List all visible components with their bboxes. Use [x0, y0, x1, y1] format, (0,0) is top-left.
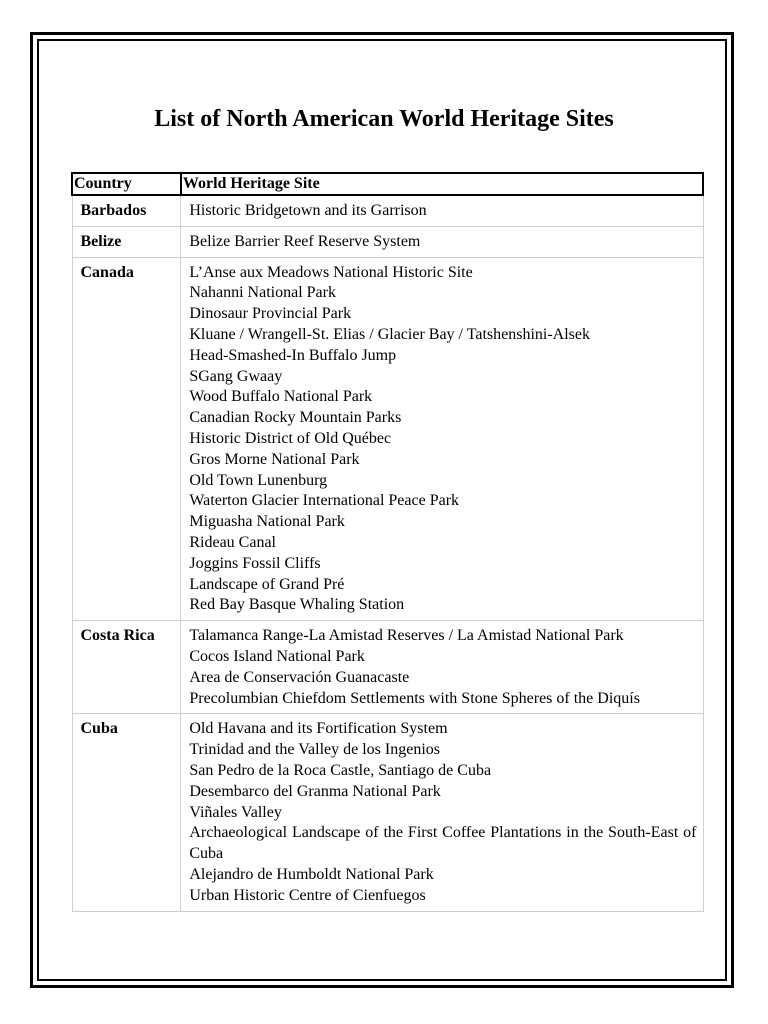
site-name: Head-Smashed-In Buffalo Jump	[189, 346, 397, 364]
site-name: Area de Conservación Guanacaste	[189, 668, 410, 686]
country-cell: Barbados	[72, 195, 181, 226]
site-name: Red Bay Basque Whaling Station	[189, 596, 405, 614]
site-name: Historic District of Old Québec	[189, 429, 392, 447]
site-name: Belize Barrier Reef Reserve System	[189, 232, 421, 250]
table-header-row	[72, 173, 703, 195]
column-header-country: Country	[72, 173, 181, 195]
site-name: Trinidad and the Valley de los Ingenios	[189, 741, 440, 759]
site-name: Old Havana and its Fortification System	[189, 720, 448, 738]
table-row	[72, 195, 703, 226]
site-name: Cocos Island National Park	[189, 647, 365, 665]
sites-cell	[181, 621, 703, 714]
site-name: Rideau Canal	[189, 533, 276, 551]
site-name: Miguasha National Park	[189, 513, 345, 531]
sites-cell	[181, 226, 703, 257]
country-cell: Cuba	[72, 714, 181, 911]
site-name: Kluane / Wrangell-St. Elias / Glacier Bay / Tatshenshini-Alsek	[189, 325, 591, 343]
sites-cell	[181, 714, 703, 911]
table-row	[72, 621, 703, 714]
site-name: Joggins Fossil Cliffs	[189, 554, 321, 572]
site-name: Urban Historic Centre of Cienfuegos	[189, 886, 426, 904]
site-name: Dinosaur Provincial Park	[189, 305, 352, 323]
site-name: Waterton Glacier International Peace Park	[189, 492, 460, 510]
site-name: San Pedro de la Roca Castle, Santiago de Cuba	[189, 761, 492, 779]
site-name: Precolumbian Chiefdom Settlements with Stone Spheres of the Diquís	[189, 689, 640, 707]
table-body	[72, 195, 703, 911]
site-name: Historic Bridgetown and its Garrison	[189, 202, 427, 219]
column-header-site: World Heritage Site	[181, 173, 703, 195]
site-name: Wood Buffalo National Park	[189, 388, 373, 406]
site-name: Old Town Lunenburg	[189, 471, 328, 489]
site-name: SGang Gwaay	[189, 367, 283, 385]
table-row	[72, 226, 703, 257]
country-cell: Belize	[72, 226, 181, 257]
site-name: Viñales Valley	[189, 803, 282, 821]
table-row	[72, 257, 703, 621]
site-name: Nahanni National Park	[189, 284, 336, 302]
site-name: Alejandro de Humboldt National Park	[189, 865, 434, 883]
site-name: Archaeological Landscape of the First Coffee Plantations in the South-East of Cuba	[189, 824, 697, 863]
heritage-sites-table	[71, 172, 704, 912]
country-cell: Canada	[72, 257, 181, 621]
sites-cell	[181, 195, 703, 226]
site-name: L’Anse aux Meadows National Historic Site	[189, 263, 473, 281]
site-name: Landscape of Grand Pré	[189, 575, 345, 593]
site-name: Gros Morne National Park	[189, 450, 360, 468]
site-name: Desembarco del Granma National Park	[189, 782, 441, 800]
table-row	[72, 714, 703, 911]
country-cell: Costa Rica	[72, 621, 181, 714]
document-title: List of North American World Heritage Sites	[154, 106, 614, 132]
site-name: Talamanca Range-La Amistad Reserves / La Amistad National Park	[189, 627, 624, 645]
sites-cell	[181, 257, 703, 621]
site-name: Canadian Rocky Mountain Parks	[189, 409, 402, 427]
